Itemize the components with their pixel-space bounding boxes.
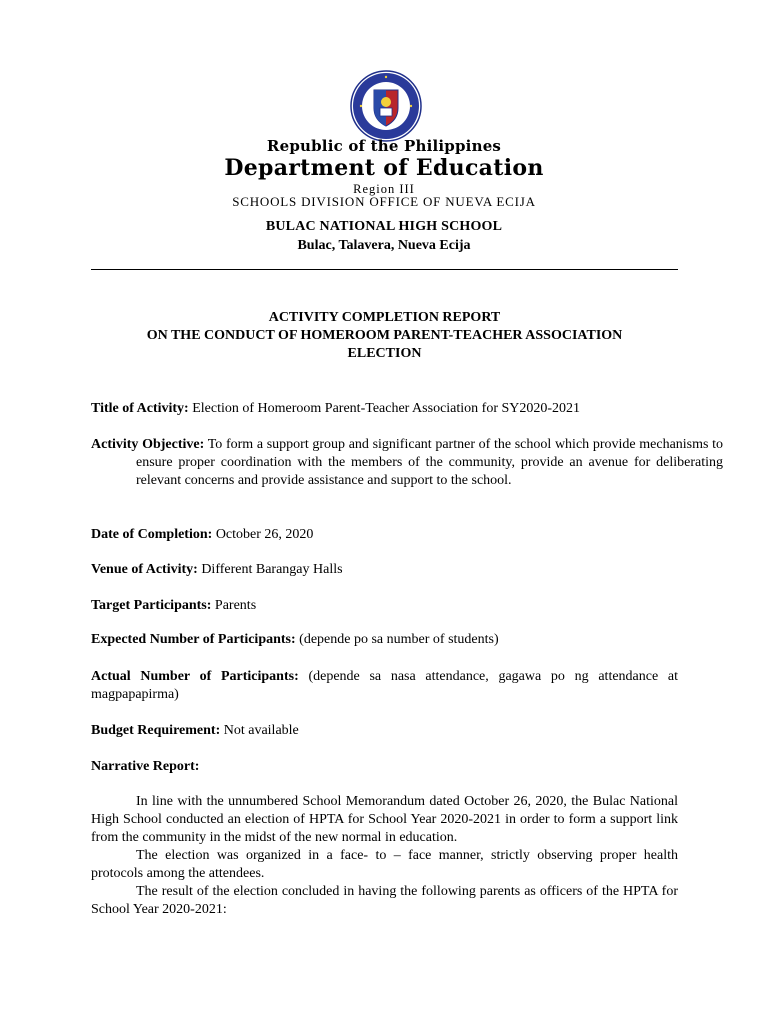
region-heading: Region III bbox=[353, 182, 415, 196]
field-date-of-completion bbox=[91, 526, 678, 544]
field-label: Actual Number of Participants: bbox=[91, 669, 299, 684]
republic-heading: Republic of the Philippines bbox=[266, 137, 502, 155]
field-label: Activity Objective: bbox=[91, 437, 205, 452]
report-title-line-2: ON THE CONDUCT OF HOMEROOM PARENT-TEACHER ASSOCIATION bbox=[146, 328, 623, 343]
narrative-body bbox=[91, 793, 678, 919]
narrative-paragraph-3: The result of the election concluded in having the following parents as officers of the HPTA for School Year 2020-2021: bbox=[91, 884, 678, 917]
field-actual-participants bbox=[91, 668, 678, 704]
field-activity-objective bbox=[91, 436, 723, 490]
field-label: Title of Activity: bbox=[91, 401, 189, 416]
field-value: (depende po sa number of students) bbox=[299, 632, 499, 647]
deped-seal-icon bbox=[350, 70, 422, 142]
school-name: BULAC NATIONAL HIGH SCHOOL bbox=[265, 219, 503, 234]
division-heading: SCHOOLS DIVISION OFFICE OF NUEVA ECIJA bbox=[232, 194, 536, 209]
school-address: Bulac, Talavera, Nueva Ecija bbox=[297, 238, 471, 253]
field-value: To form a support group and significant partner of the school which provide mechanisms to ensure proper coordination with the members of the community, provide an avenue for deliberating relevant concerns and provide assistance and support to the school. bbox=[136, 437, 724, 488]
field-value: Election of Homeroom Parent-Teacher Association for SY2020-2021 bbox=[192, 401, 581, 416]
field-title-of-activity bbox=[91, 400, 678, 418]
field-expected-participants bbox=[91, 631, 678, 649]
field-target-participants bbox=[91, 597, 678, 615]
field-label: Budget Requirement: bbox=[91, 723, 221, 738]
field-label: Date of Completion: bbox=[91, 527, 213, 542]
field-value: Not available bbox=[223, 723, 299, 738]
field-value: Parents bbox=[214, 598, 257, 613]
field-label: Expected Number of Participants: bbox=[91, 632, 296, 647]
report-title-line-1: ACTIVITY COMPLETION REPORT bbox=[268, 310, 501, 325]
header-divider bbox=[91, 269, 678, 270]
field-label: Narrative Report: bbox=[91, 759, 200, 774]
field-narrative-report bbox=[91, 758, 678, 776]
narrative-paragraph-1: In line with the unnumbered School Memorandum dated October 26, 2020, the Bulac National High School conducted an election of HPTA for School Year 2020-2021 in order to form a support link from the community in the midst of the new normal in education. bbox=[91, 794, 678, 845]
field-value: (depende sa nasa attendance, gagawa po ng attendance at magpapapirma) bbox=[91, 669, 679, 702]
report-title-line-3: ELECTION bbox=[347, 346, 422, 361]
narrative-paragraph-2: The election was organized in a face- to – face manner, strictly observing proper health protocols among the attendees. bbox=[91, 848, 678, 881]
field-value: Different Barangay Halls bbox=[201, 562, 343, 577]
field-label: Target Participants: bbox=[91, 598, 212, 613]
field-label: Venue of Activity: bbox=[91, 562, 198, 577]
field-venue-of-activity bbox=[91, 561, 678, 579]
field-budget-requirement bbox=[91, 722, 678, 740]
department-heading: Department of Education bbox=[224, 155, 544, 181]
field-value: October 26, 2020 bbox=[215, 527, 314, 542]
